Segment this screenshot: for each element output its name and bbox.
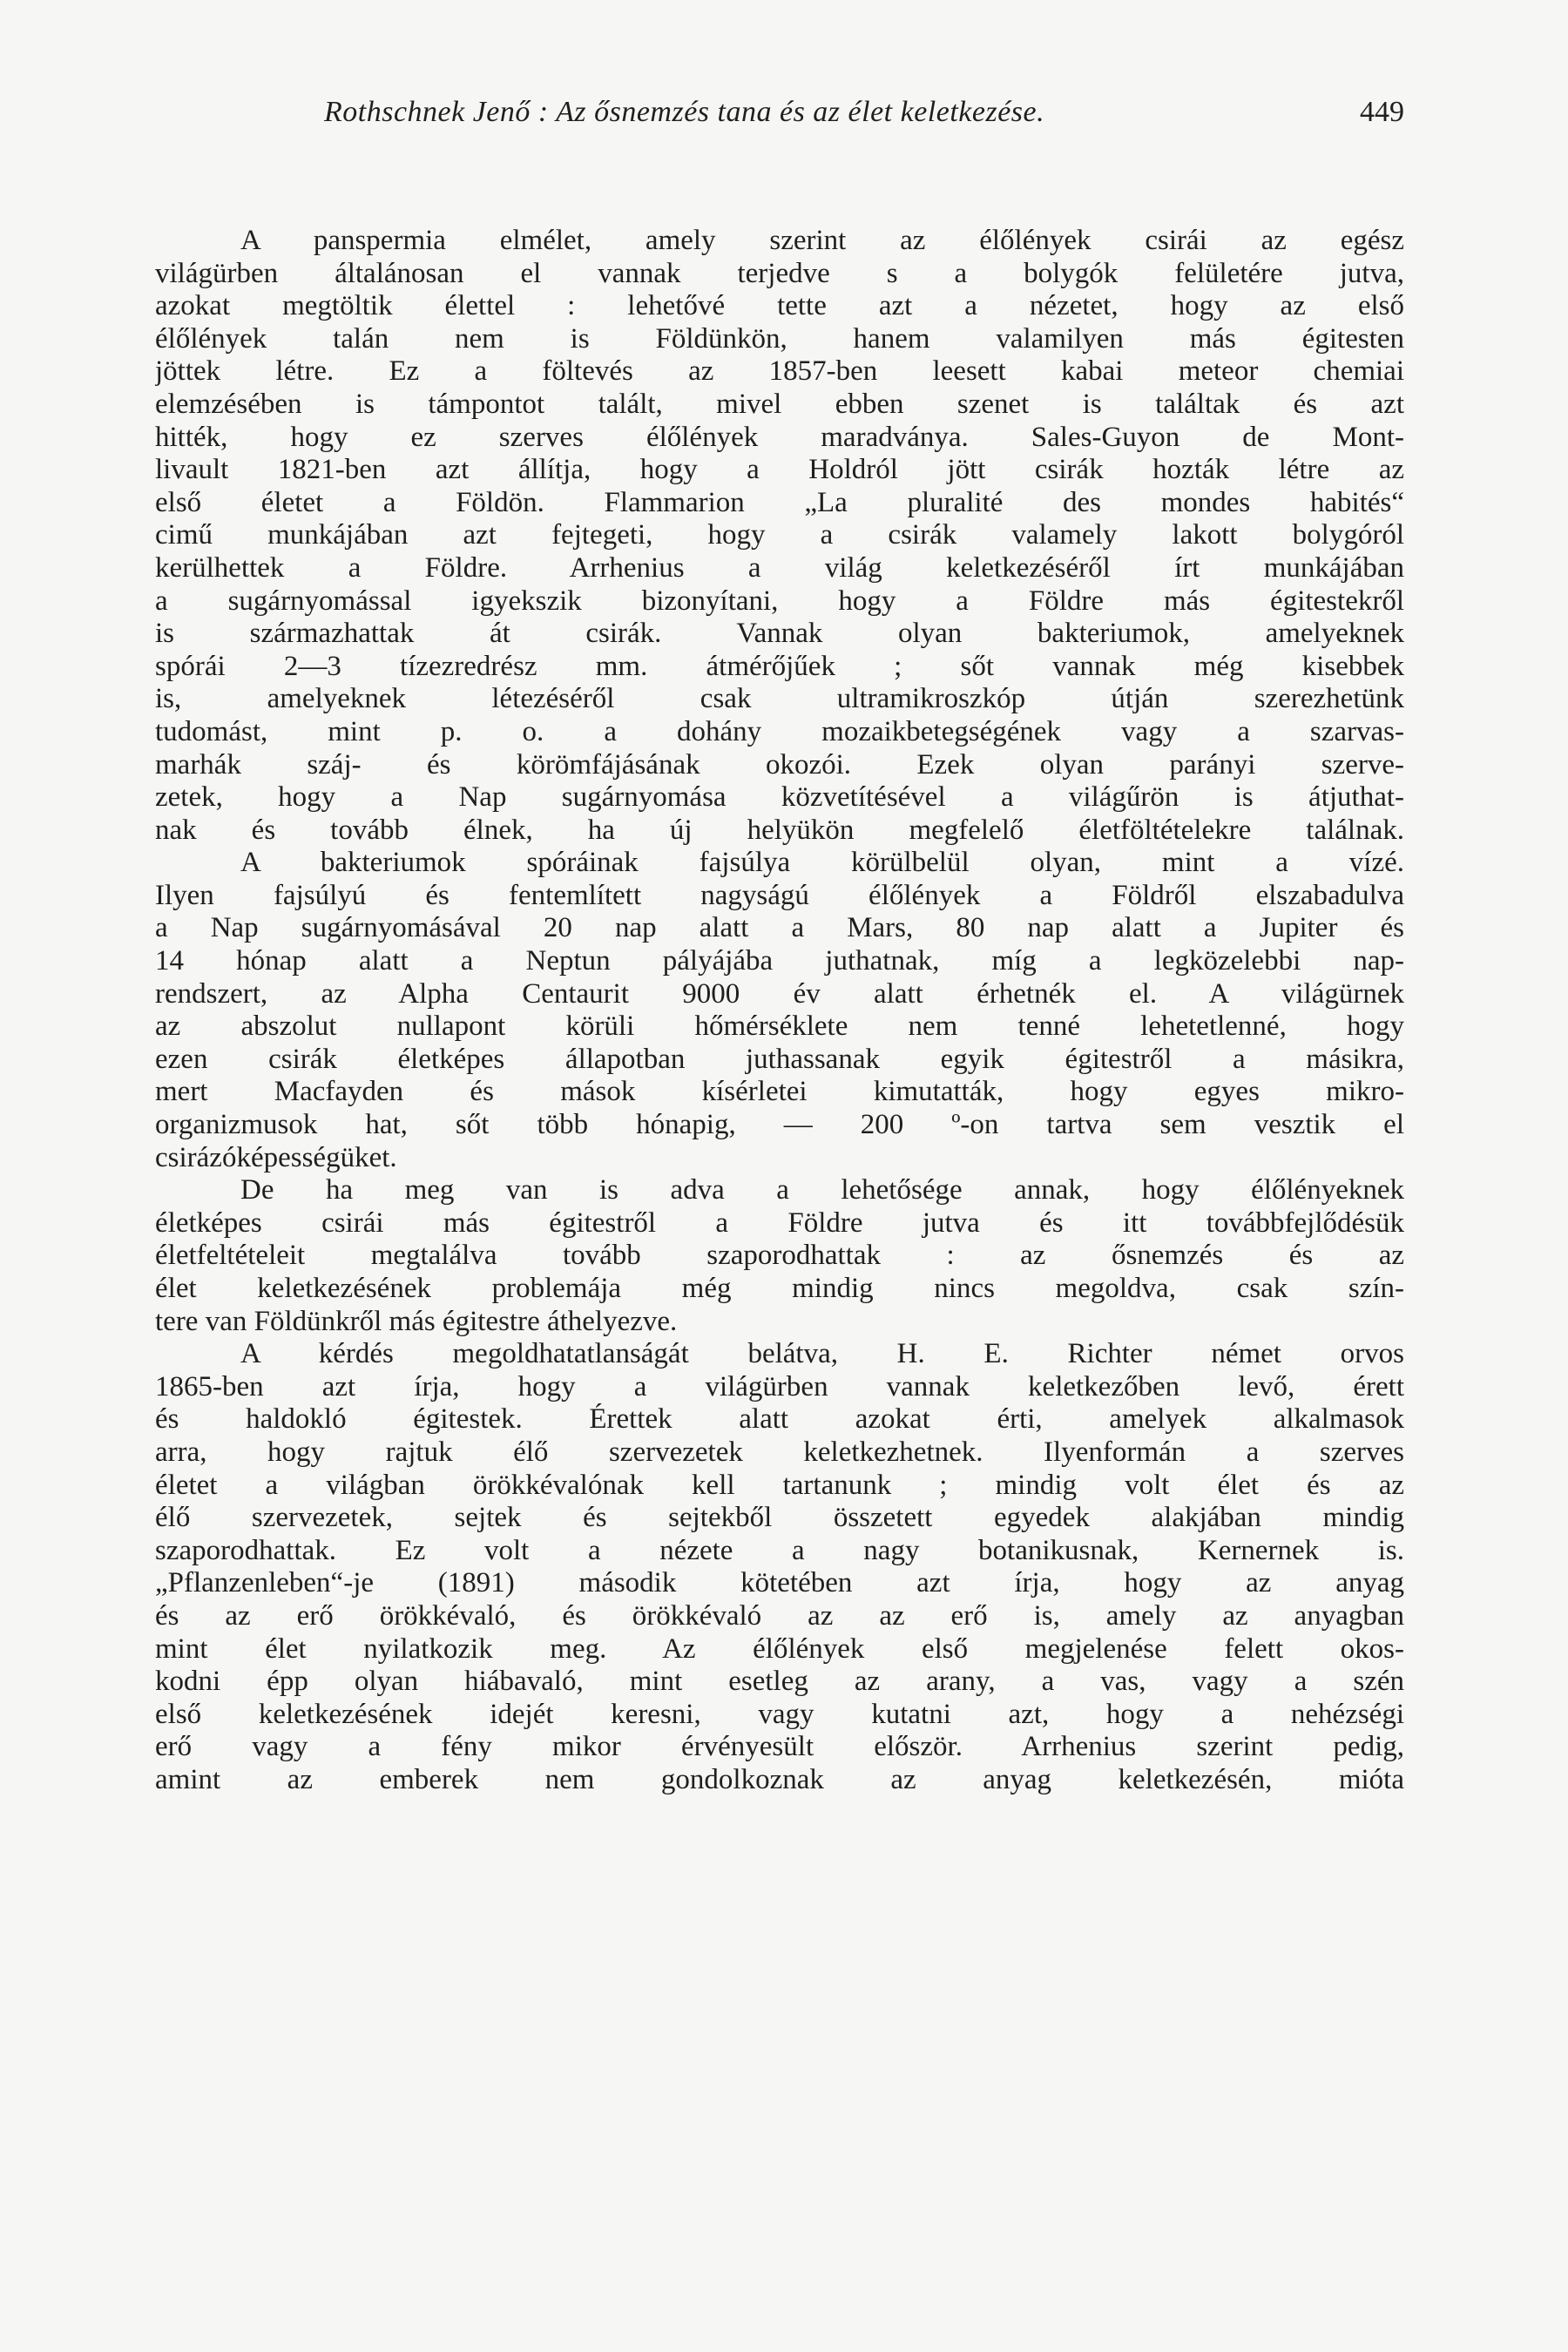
paragraph-possibility (155, 1174, 1404, 1338)
text-line: organizmusok hat, sőt több hónapig, — 200 º-on tartva sem vesztik el (155, 1109, 1404, 1141)
text-line: „Pflanzenleben“-je (1891) második kötetében azt írja, hogy az anyag (155, 1567, 1404, 1599)
text-line: mint élet nyilatkozik meg. Az élőlények első megjelenése felett okos- (155, 1632, 1404, 1665)
text-line: a sugárnyomással igyekszik bizonyítani, hogy a Földre más égitestekről (155, 585, 1404, 617)
text-line: nak és tovább élnek, ha új helyükön megfelelő életföltételekre találnak. (155, 814, 1404, 846)
text-line: rendszert, az Alpha Centaurit 9000 év alatt érhetnék el. A világürnek (155, 977, 1404, 1010)
text-line: jöttek létre. Ez a föltevés az 1857-ben leesett kabai meteor chemiai (155, 355, 1404, 388)
text-line: világürben általánosan el vannak terjedve s a bolygók felületére jutva, (155, 257, 1404, 289)
text-line: De ha meg van is adva a lehetősége annak, hogy élőlényeknek (240, 1174, 1404, 1206)
text-line: életképes csirái más égitestről a Földre jutva és itt továbbfejlődésük (155, 1206, 1404, 1239)
text-line: élő szervezetek, sejtek és sejtekből összetett egyedek alakjában mindig (155, 1502, 1404, 1534)
text-line: 14 hónap alatt a Neptun pályájába juthatnak, míg a legközelebbi nap- (155, 945, 1404, 977)
text-line: kerülhettek a Földre. Arrhenius a világ keletkezéséről írt munkájában (155, 551, 1404, 584)
text-line: az abszolut nullapont körüli hőmérséklete nem tenné lehetetlenné, hogy (155, 1010, 1404, 1043)
text-line: tudomást, mint p. o. a dohány mozaikbetegségének vagy a szarvas- (155, 715, 1404, 747)
text-line: szaporodhattak. Ez volt a nézete a nagy botanikusnak, Kernernek is. (155, 1534, 1404, 1566)
text-line: csirázóképességüket. (155, 1141, 397, 1173)
text-line: első keletkezésének idejét keresni, vagy kutatni azt, hogy a nehézségi (155, 1698, 1404, 1730)
text-line: 1865-ben azt írja, hogy a világürben vannak keletkezőben levő, érett (155, 1370, 1404, 1402)
paragraph-spores (155, 847, 1404, 1174)
text-line: zetek, hogy a Nap sugárnyomása közvetítésével a világűrön is átjuthat- (155, 781, 1404, 814)
text-line: és az erő örökkévaló, és örökkévaló az az erő is, amely az anyagban (155, 1599, 1404, 1632)
paragraph-panspermia (155, 225, 1404, 847)
text-line: tere van Földünkről más égitestre áthelyezve. (155, 1305, 678, 1337)
text-line: mert Macfayden és mások kísérletei kimutatták, hogy egyes mikro- (155, 1076, 1404, 1108)
text-line: A panspermia elmélet, amely szerint az élőlények csirái az egész (240, 225, 1404, 256)
text-line: kodni épp olyan hiábavaló, mint esetleg az arany, a vas, vagy a szén (155, 1666, 1404, 1698)
text-line: is, amelyeknek létezéséről csak ultramikroszkóp útján szerezhetünk (155, 683, 1404, 715)
text-line: A kérdés megoldhatatlanságát belátva, H. E. Richter német orvos (240, 1338, 1404, 1370)
text-line: Ilyen fajsúlyú és fentemlített nagyságú élőlények a Földről elszabadulva (155, 879, 1404, 911)
page-number: 449 (1360, 96, 1404, 128)
text-line: életet a világban örökkévalónak kell tartanunk ; mindig volt élet és az (155, 1469, 1404, 1501)
text-line: elemzésében is támpontot talált, mivel ebben szenet is találtak és azt (155, 388, 1404, 420)
text-line: élőlények talán nem is Földünkön, hanem valamilyen más égitesten (155, 322, 1404, 355)
text-line: livault 1821-ben azt állítja, hogy a Holdról jött csirák hozták létre az (155, 454, 1404, 486)
text-line: élet keletkezésének problemája még mindig nincs megoldva, csak szín- (155, 1273, 1404, 1304)
text-line: a Nap sugárnyomásával 20 nap alatt a Mars, 80 nap alatt a Jupiter és (155, 912, 1404, 944)
text-line: amint az emberek nem gondolkoznak az anyag keletkezésén, mióta (155, 1763, 1404, 1795)
page-header (324, 96, 1404, 139)
running-title: Rothschnek Jenő : Az ősnemzés tana és az élet keletkezése. (324, 96, 1045, 128)
text-line: is származhattak át csirák. Vannak olyan bakteriumok, amelyeknek (155, 618, 1404, 650)
text-line: életfeltételeit megtalálva tovább szaporodhattak : az ősnemzés és az (155, 1240, 1404, 1272)
text-line: arra, hogy rajtuk élő szervezetek keletkezhetnek. Ilyenformán a szerves (155, 1436, 1404, 1468)
text-line: első életet a Földön. Flammarion „La pluralité des mondes habités“ (155, 486, 1404, 518)
body-text (155, 225, 1404, 1797)
text-line: cimű munkájában azt fejtegeti, hogy a csirák valamely lakott bolygóról (155, 519, 1404, 551)
text-line: azokat megtöltik élettel : lehetővé tette azt a nézetet, hogy az első (155, 290, 1404, 322)
text-line: ezen csirák életképes állapotban juthassanak egyik égitestről a másikra, (155, 1043, 1404, 1075)
paragraph-richter (155, 1338, 1404, 1796)
text-line: hitték, hogy ez szerves élőlények maradványa. Sales-Guyon de Mont- (155, 421, 1404, 453)
text-line: marhák száj- és körömfájásának okozói. Ezek olyan parányi szerve- (155, 748, 1404, 781)
text-line: A bakteriumok spóráinak fajsúlya körülbelül olyan, mint a vízé. (240, 847, 1404, 879)
text-line: erő vagy a fény mikor érvényesült először. Arrhenius szerint pedig, (155, 1731, 1404, 1763)
text-line: spórái 2—3 tízezredrész mm. átmérőjűek ; sőt vannak még kisebbek (155, 650, 1404, 682)
text-line: és haldokló égitestek. Érettek alatt azokat érti, amelyek alkalmasok (155, 1403, 1404, 1436)
